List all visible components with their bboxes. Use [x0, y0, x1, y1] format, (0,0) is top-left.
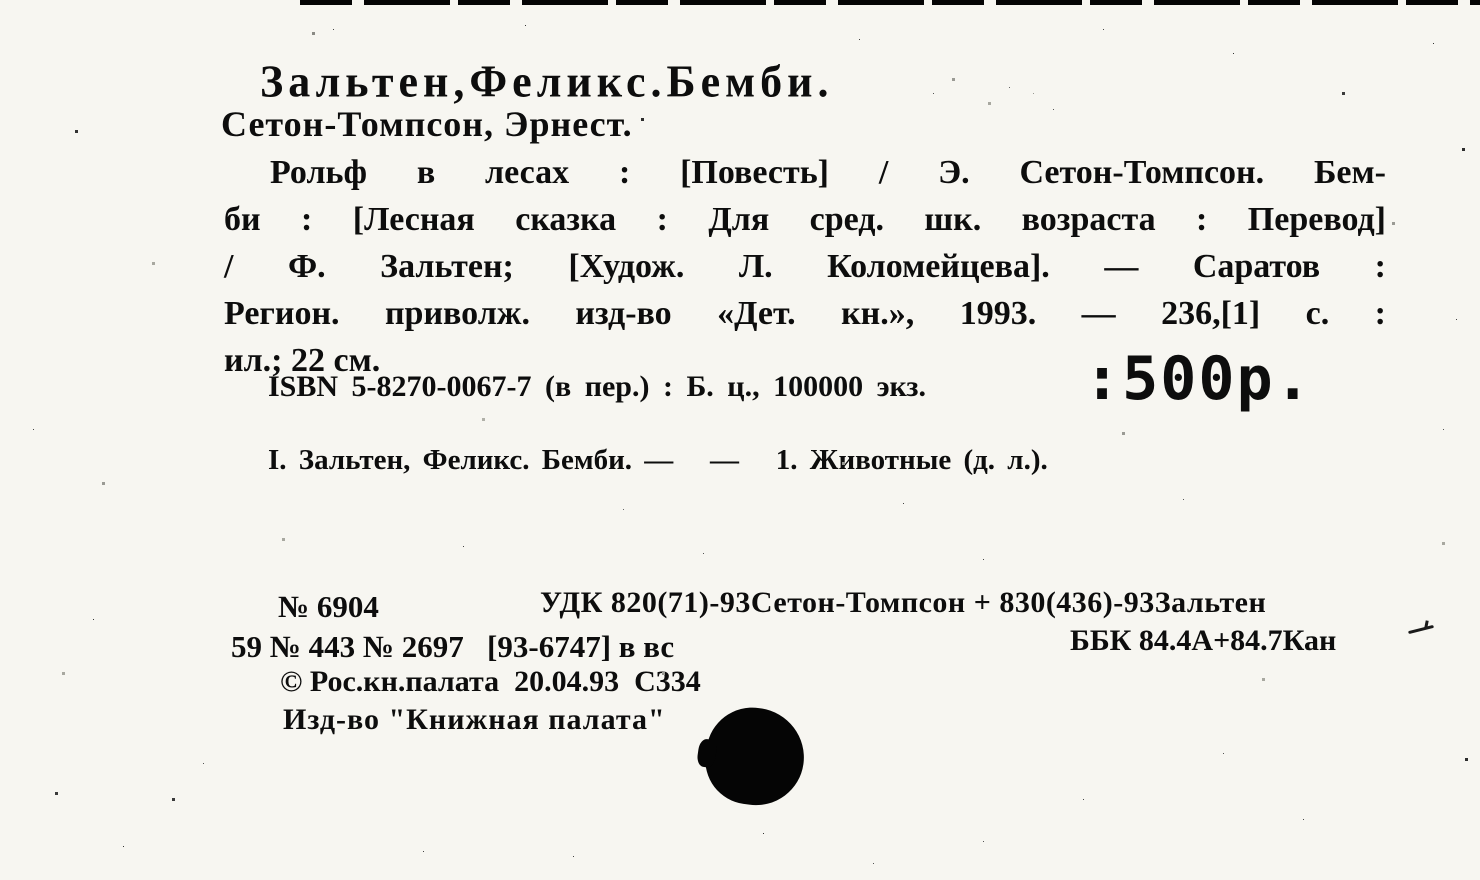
- main-entry-heading: Зальтен,Феликс.Бемби.: [260, 56, 834, 107]
- card-number: № 6904: [278, 589, 379, 624]
- description-line: Рольф в лесах : [Повесть] / Э. Сетон-Томпсон. Бем-: [270, 154, 1386, 191]
- shelf-index-line: 59 № 443 № 2697 [93-6747] в вс: [231, 629, 675, 664]
- description-line: би : [Лесная сказка : Для сред. шк. возраста : Перевод]: [224, 201, 1386, 238]
- tracing-line: I. Зальтен, Феликс. Бемби. — — 1. Животные (д. л.).: [268, 444, 1048, 476]
- description-line: / Ф. Зальтен; [Худож. Л. Коломейцева]. — Саратов :: [224, 248, 1386, 285]
- description-line: Регион. приволж. изд-во «Дет. кн.», 1993. — 236,[1] с. :: [224, 295, 1386, 332]
- scan-dust-specks: [0, 0, 3, 3]
- bbk-index: ББК 84.4А+84.7Кан: [1070, 624, 1337, 657]
- added-entry-heading: Сетон-Томпсон, Эрнест.: [221, 104, 633, 144]
- copyright-line: © Рос.кн.палата 20.04.93 С334: [280, 665, 701, 698]
- publisher-line: Изд-во "Книжная палата": [283, 703, 666, 736]
- scan-edge-artifact: [300, 0, 1480, 5]
- description-line: ил.; 22 см.: [224, 342, 381, 379]
- price-stamp: :500р.: [1084, 344, 1313, 414]
- udc-index: УДК 820(71)-93Сетон-Томпсон + 830(436)-93Зальтен: [540, 586, 1267, 619]
- isbn-line: ISBN 5-8270-0067-7 (в пер.) : Б. ц., 100000 экз.: [268, 370, 926, 403]
- ink-blot: [700, 702, 811, 812]
- pen-mark: [1408, 625, 1434, 634]
